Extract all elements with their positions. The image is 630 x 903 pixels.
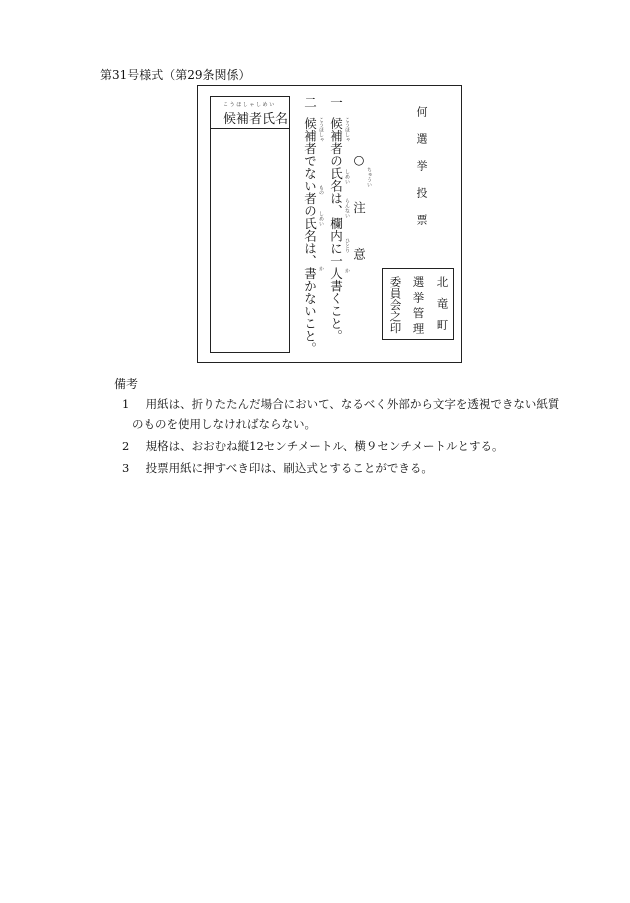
rule1-ruby-field: らんない [344,198,350,218]
note-item-1 [122,396,559,412]
stamp-committee-seal: 委員会之印 [388,276,403,334]
note-text: 投票用紙に押すべき印は、刷込式とすることができる。 [145,461,433,475]
note-number: 3 [122,461,130,475]
ballot-title: 何選挙投票 [415,106,428,241]
caution-ruby: ちゅうい [366,167,372,187]
rule2-ruby-name: しめい [318,211,324,226]
note-item-2 [122,438,503,454]
note-item-1-continuation: のものを使用しなければならない。 [132,417,316,431]
rule1-ruby-candidate: こうほしゃ [344,117,350,142]
rule1-marker: 一 [328,96,344,109]
note-text: 用紙は、折りたたんだ場合において、なるべく外部から文字を透視できない紙質 [145,397,560,411]
note-number: 1 [122,397,130,411]
rule2-text: 候補者でない者の氏名は、書かないこと。 [302,117,318,355]
rule1-ruby-write: か [344,268,350,273]
notes-heading: 備考 [114,377,139,391]
candidate-name-label: 候補者氏名 [223,112,289,127]
note-item-3 [122,460,433,476]
stamp-election-admin: 選挙管理 [411,276,426,338]
rule2-ruby-candidate: こうほしゃ [318,117,324,142]
note-text: 規格は、おおむね縦12センチメートル、横９センチメートルとする。 [145,439,504,453]
rule2-ruby-person: もの [318,185,324,195]
caution-heading: ○注意 [351,152,367,294]
form-number-header: 第31号様式（第29条関係） [100,68,251,82]
note-number: 2 [122,439,130,453]
rule1-ruby-name: しめい [344,169,350,184]
rule1-ruby-one-person: ひとり [344,238,350,253]
rule1-text: 候補者の氏名は、欄内に一人書くこと。 [328,117,344,342]
candidate-name-ruby: こうほしゃしめい [223,102,276,108]
rule2-ruby-write: か [318,266,324,271]
rule2-marker: 二 [302,96,318,109]
stamp-town: 北竜町 [435,276,450,341]
candidate-name-write-area [210,129,290,353]
